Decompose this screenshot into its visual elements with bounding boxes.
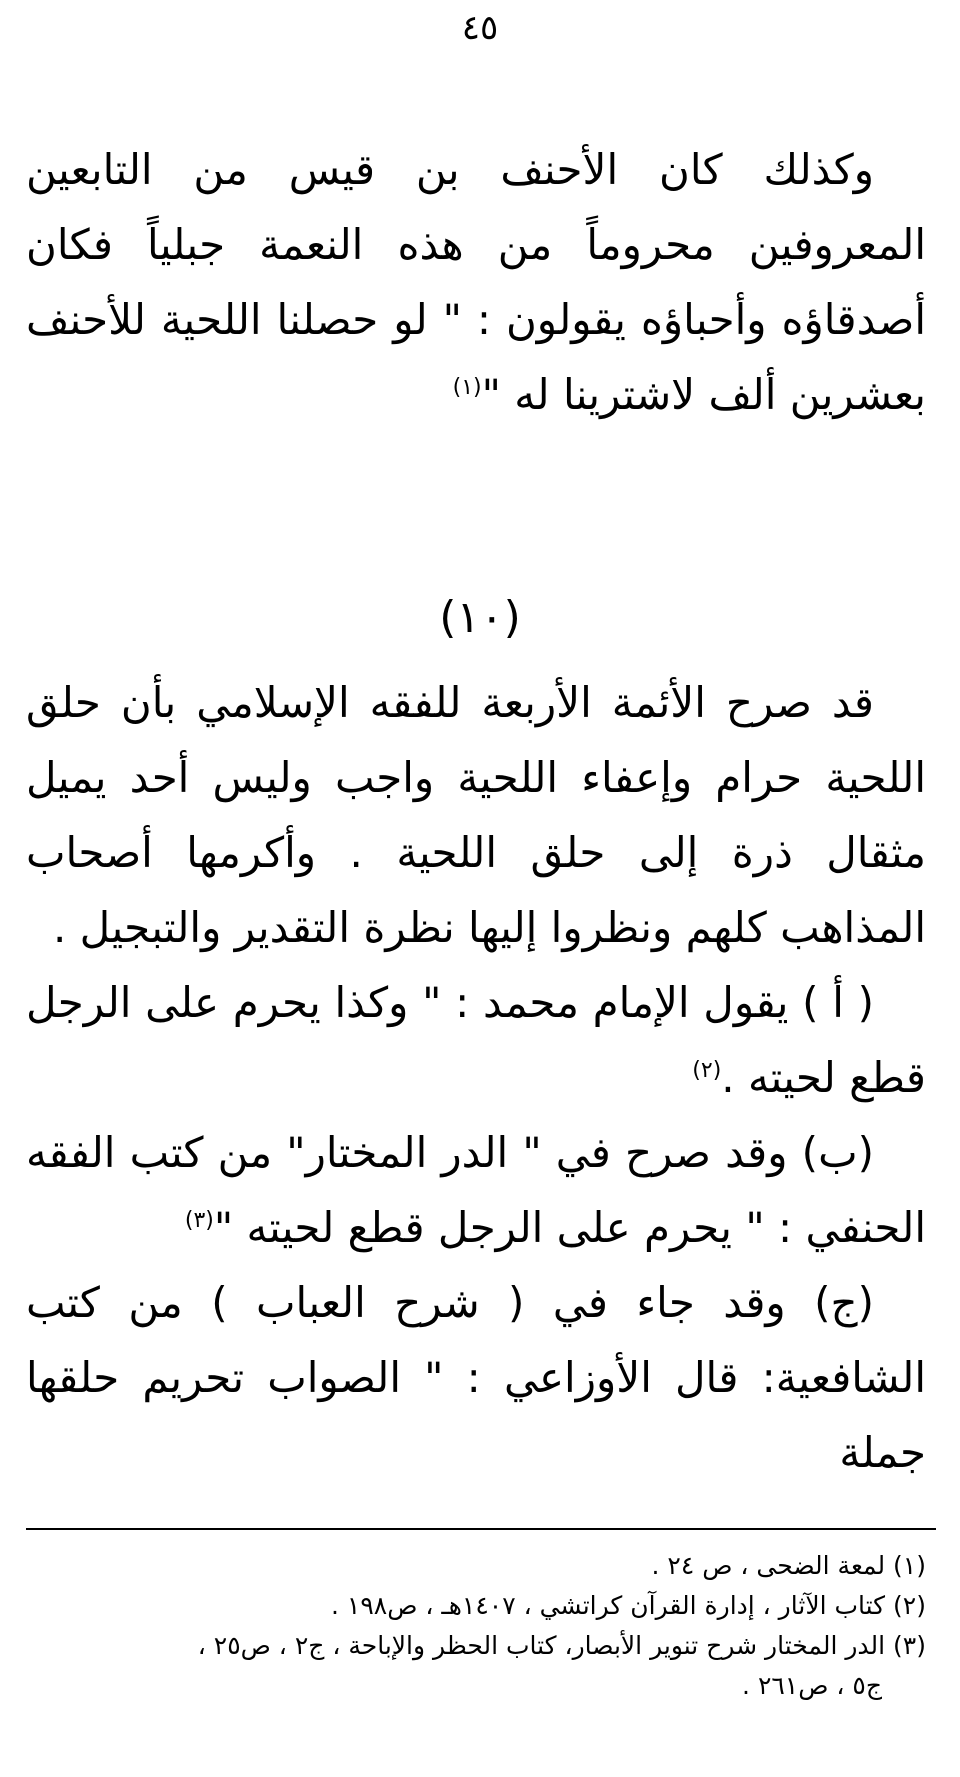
item-b-paragraph bbox=[26, 1115, 926, 1265]
item-b-text: (ب) وقد صرح في " الدر المختار" من كتب الفقه الحنفي : " يحرم على الرجل قطع لحيته " bbox=[26, 1128, 926, 1252]
footnote-ref-1: (١) bbox=[452, 375, 482, 400]
section-intro-paragraph: قد صرح الأئمة الأربعة للفقه الإسلامي بأن حلق اللحية حرام وإعفاء اللحية واجب وليس أحد يميل مثقال ذرة إلى حلق اللحية . وأكرمها أصحاب المذاهب كلهم ونظروا إليها نظرة التقدير والتبجيل . bbox=[26, 678, 926, 952]
footnote-3-continuation: ج٥ ، ص٢٦١ . bbox=[742, 1671, 882, 1700]
section-block bbox=[26, 665, 926, 1490]
footnote-3-text: (٣) الدر المختار شرح تنوير الأبصار، كتاب الحظر والإباحة ، ج٢ ، ص٢٥ ، bbox=[197, 1631, 926, 1660]
footnote-ref-2: (٢) bbox=[692, 1058, 722, 1083]
footnote-2: (٢) كتاب الآثار ، إدارة القرآن كراتشي ، ١٤٠٧هـ ، ص١٩٨ . bbox=[331, 1591, 926, 1620]
item-c-paragraph: (ج) وقد جاء في ( شرح العباب ) من كتب الشافعية: قال الأوزاعي : " الصواب تحريم حلقها جملة bbox=[26, 1278, 926, 1477]
item-a-text: ( أ ) يقول الإمام محمد : " وكذا يحرم على الرجل قطع لحيته . bbox=[26, 978, 926, 1102]
footnote-ref-3: (٣) bbox=[184, 1208, 214, 1233]
footnote-divider bbox=[26, 1528, 936, 1530]
intro-paragraph bbox=[26, 132, 926, 432]
intro-block bbox=[26, 132, 926, 432]
intro-text: وكذلك كان الأحنف بن قيس من التابعين المعروفين محروماً من هذه النعمة جبلياً فكان أصدقاؤه وأحباؤه يقولون : " لو حصلنا اللحية للأحنف بعشرين ألف لاشترينا له " bbox=[26, 145, 926, 419]
page-number: ٤٥ bbox=[461, 8, 499, 48]
footnotes bbox=[16, 1546, 926, 1706]
footnote-3 bbox=[16, 1626, 926, 1706]
section-number: (١٠) bbox=[439, 592, 521, 643]
item-a-paragraph bbox=[26, 965, 926, 1115]
footnote-1: (١) لمعة الضحى ، ص ٢٤ . bbox=[651, 1551, 926, 1580]
